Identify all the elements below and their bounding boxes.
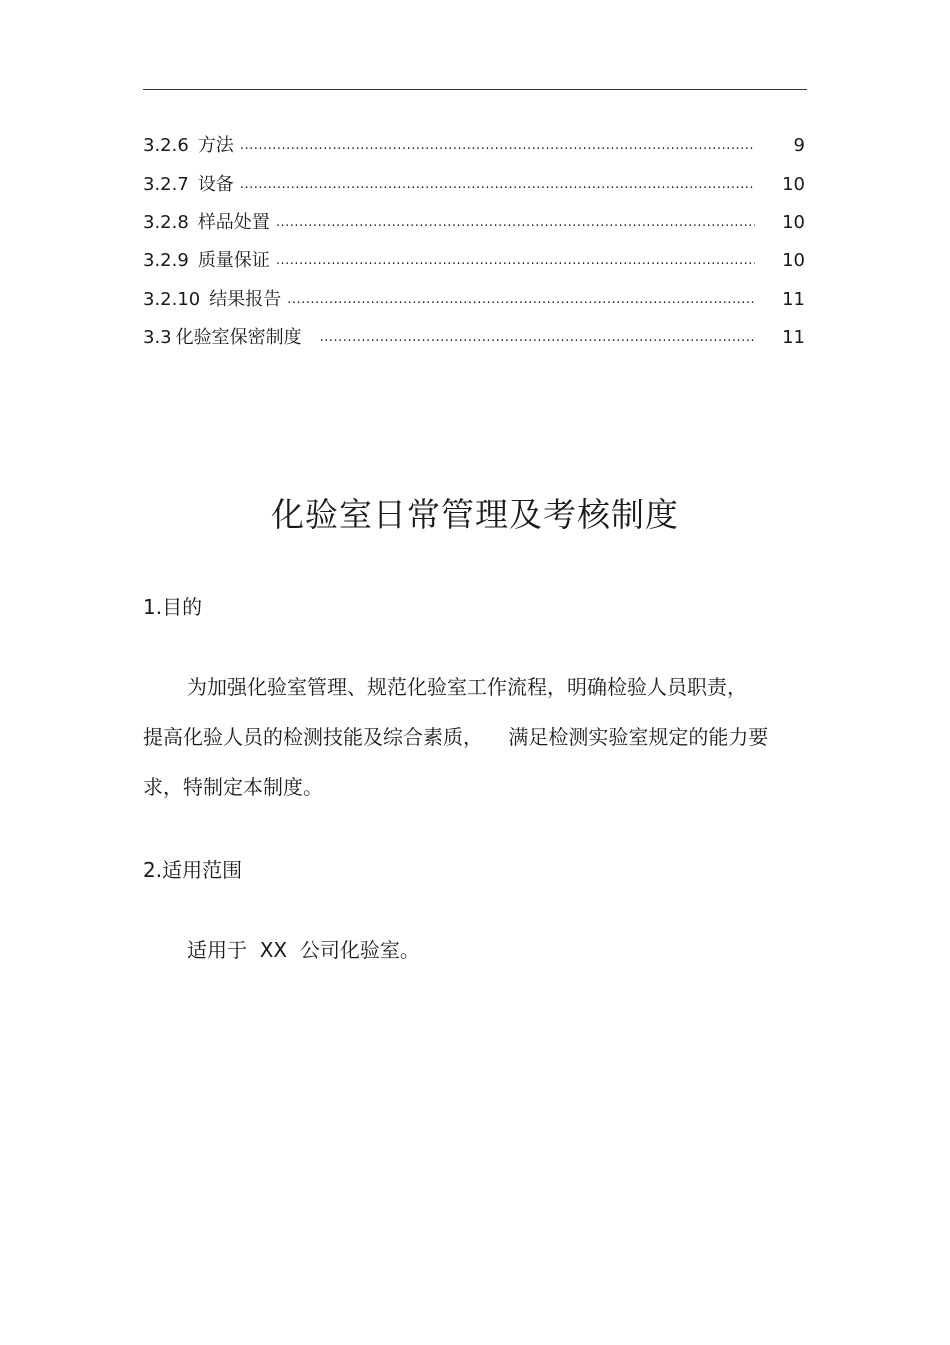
toc-entry[interactable] (143, 319, 807, 357)
toc-entry-label (143, 326, 308, 350)
toc-entry-number: 3.2.6 (143, 135, 189, 157)
toc-entry[interactable] (143, 242, 807, 280)
toc-entry[interactable] (143, 165, 807, 203)
toc-entry-title: 结果报告 (209, 288, 282, 310)
toc-entry-page: 10 (782, 211, 805, 233)
section-heading-scope: 2.适用范围 (143, 858, 243, 882)
toc-entry-title: 方法 (197, 135, 234, 157)
table-of-contents (143, 127, 807, 357)
toc-entry-page: 10 (782, 250, 805, 272)
toc-entry-page: 9 (793, 135, 805, 157)
toc-entry-number: 3.3 (143, 327, 172, 349)
toc-leader-dots (276, 250, 755, 272)
toc-entry-title: 化验室保密制度 (175, 327, 302, 349)
paragraph-line: 为加强化验室管理、规范化验室工作流程，明确检验人员职责， (187, 675, 747, 699)
toc-leader-dots (276, 212, 755, 234)
header-divider (143, 89, 807, 90)
toc-leader-dots (287, 289, 755, 311)
section-heading-purpose: 1.目的 (143, 595, 203, 619)
toc-entry-label (143, 249, 276, 273)
toc-entry-title: 设备 (197, 173, 234, 195)
toc-entry-number: 3.2.8 (143, 211, 189, 233)
toc-entry-number: 3.2.10 (143, 288, 201, 310)
toc-entry[interactable] (143, 127, 807, 165)
toc-entry-label (143, 288, 287, 312)
toc-leader-dots (320, 327, 755, 349)
toc-entry-label (143, 134, 240, 158)
toc-entry-label (143, 173, 240, 197)
section-paragraph-scope (143, 925, 807, 975)
paragraph-line: 求，特制定本制度。 (143, 775, 323, 799)
section-paragraph-purpose (143, 662, 807, 812)
toc-entry-label (143, 211, 276, 235)
toc-leader-dots (240, 174, 755, 196)
toc-entry[interactable] (143, 281, 807, 319)
toc-entry-title: 样品处置 (197, 211, 270, 233)
toc-leader-dots (240, 135, 755, 157)
document-title: 化验室日常管理及考核制度 (271, 495, 679, 534)
toc-entry-title: 质量保证 (197, 250, 270, 272)
toc-entry[interactable] (143, 204, 807, 242)
toc-entry-page: 11 (782, 288, 805, 310)
toc-entry-page: 10 (782, 173, 805, 195)
toc-entry-number: 3.2.9 (143, 250, 189, 272)
toc-entry-number: 3.2.7 (143, 173, 189, 195)
paragraph-line: 提高化验人员的检测技能及综合素质， 满足检测实验室规定的能力要 (143, 725, 769, 749)
paragraph-line: 适用于 XX 公司化验室。 (187, 938, 420, 962)
toc-entry-page: 11 (782, 327, 805, 349)
